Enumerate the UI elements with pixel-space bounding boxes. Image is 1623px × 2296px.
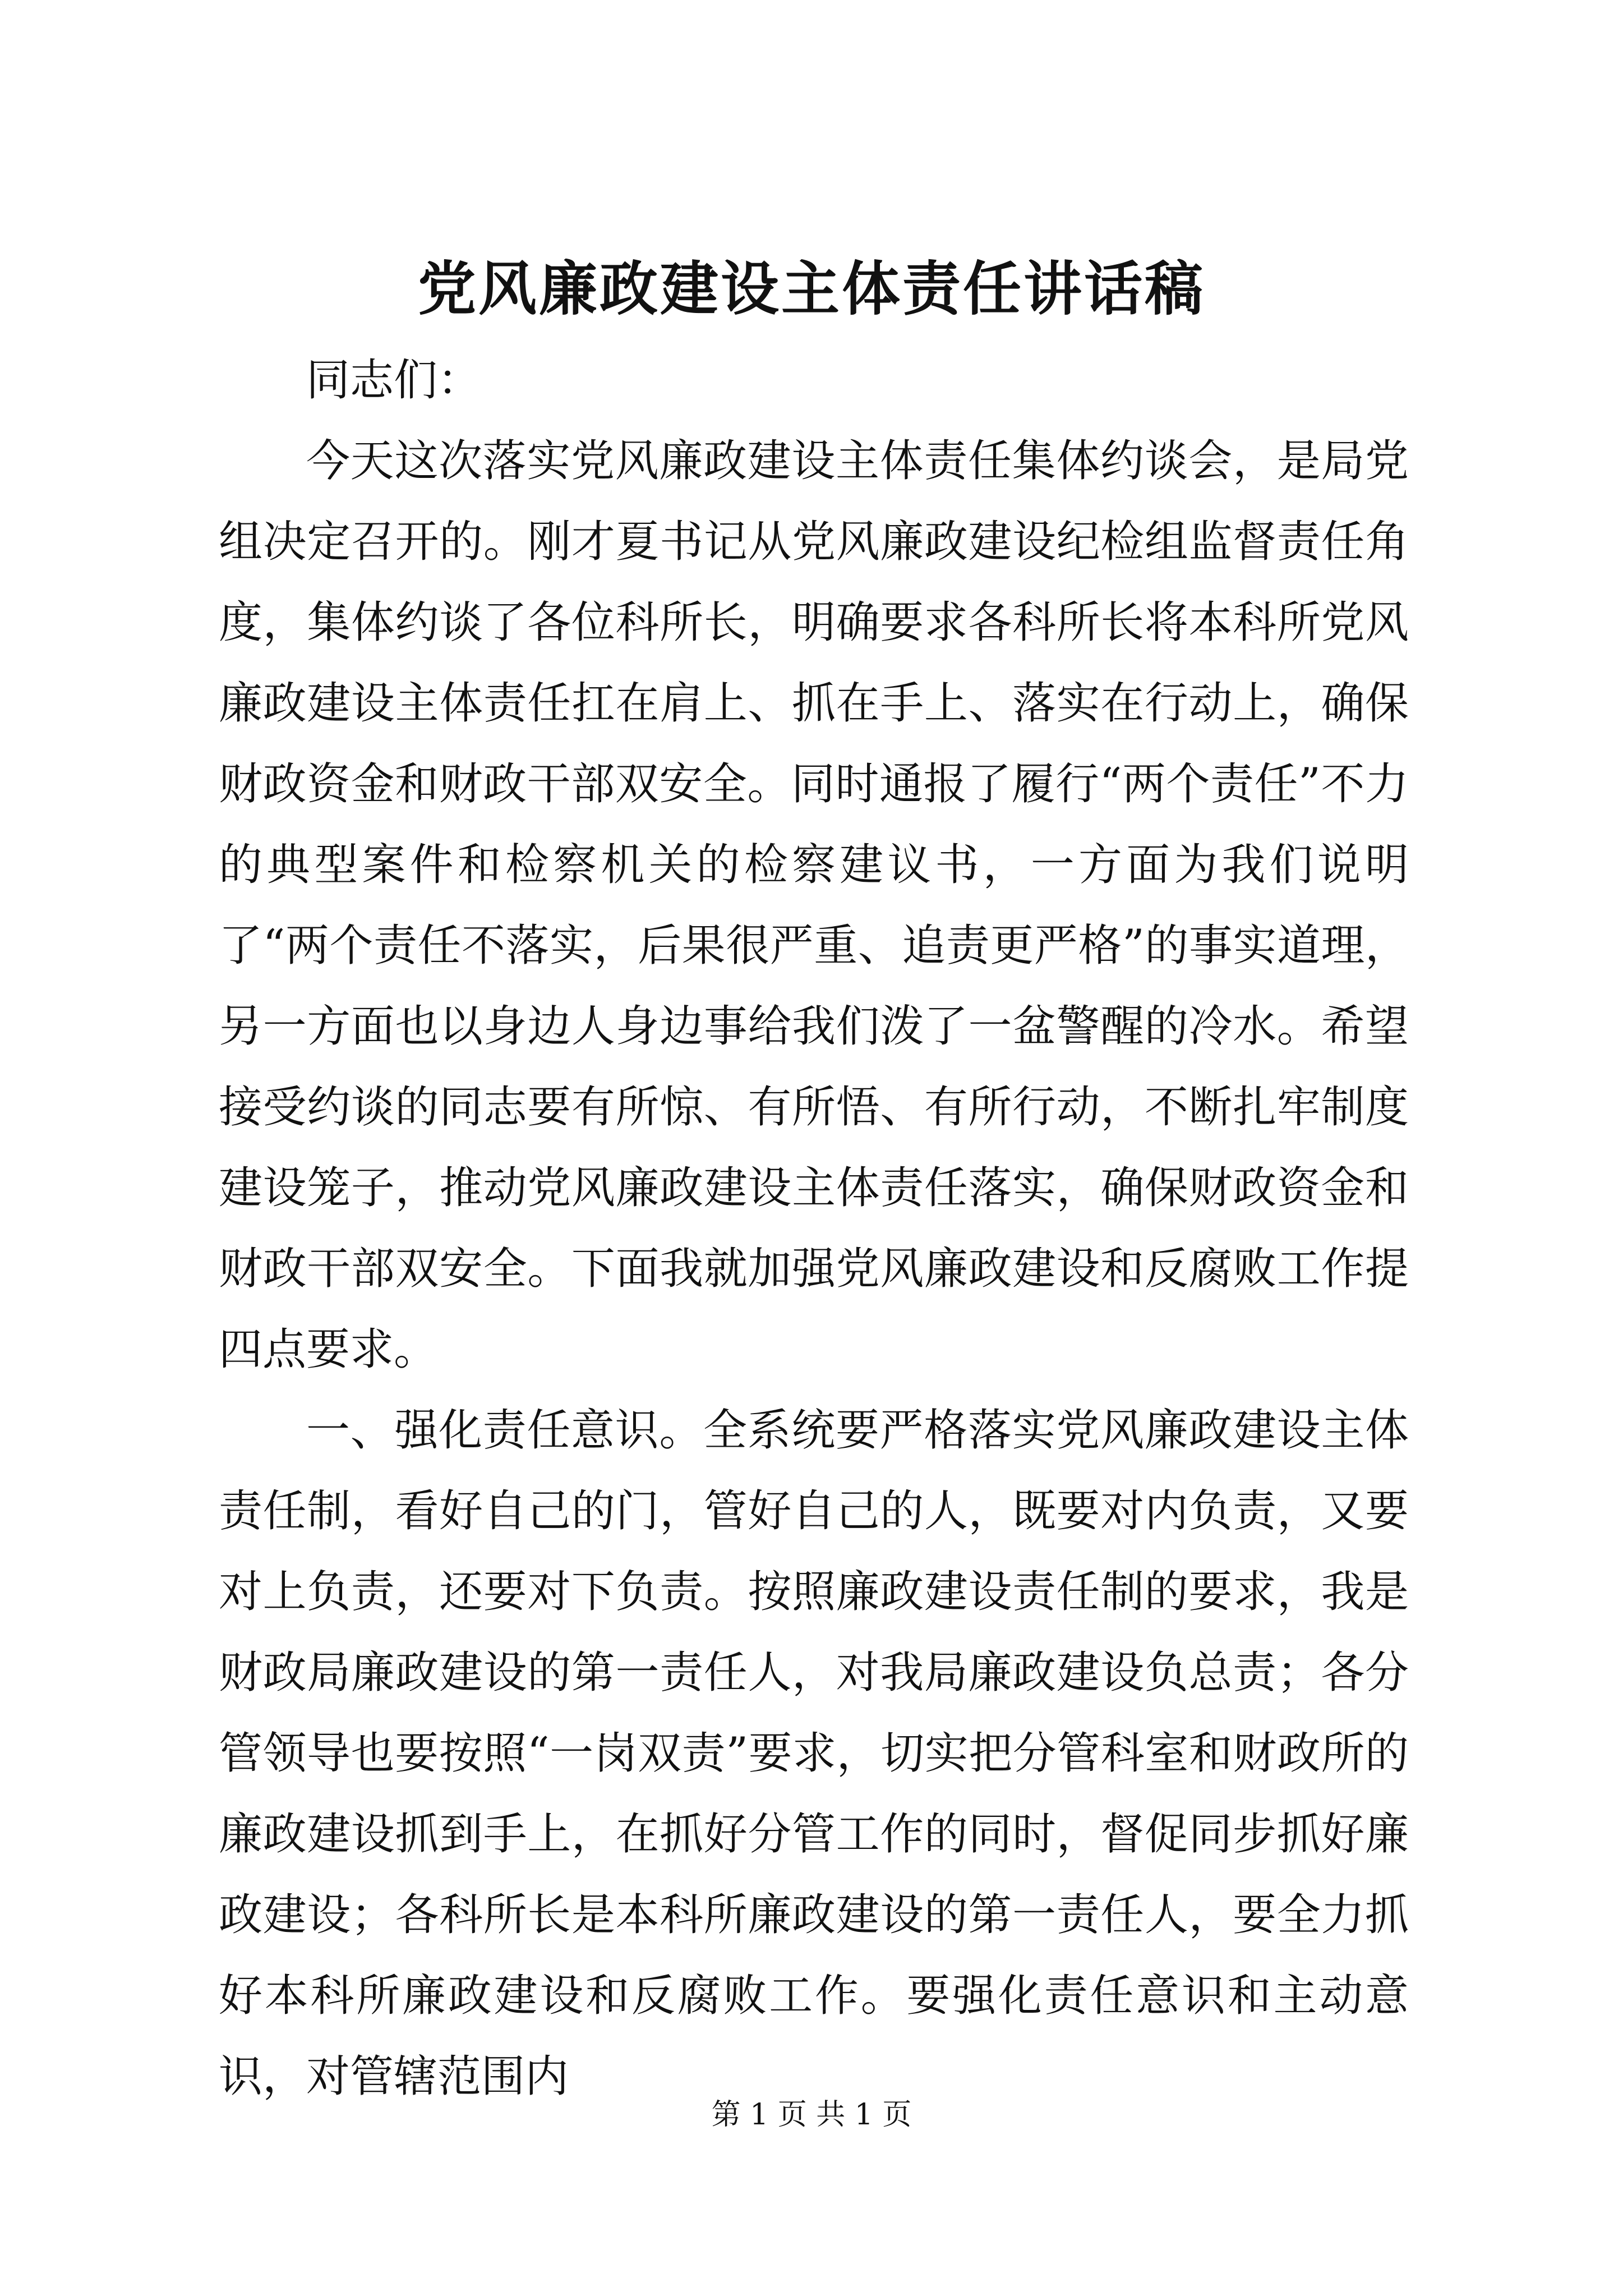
- document-body: [219, 340, 1409, 2117]
- intro-paragraph: 今天这次落实党风廉政建设主体责任集体约谈会，是局党组决定召开的。刚才夏书记从党风廉政建设纪检组监督责任角度，集体约谈了各位科所长，明确要求各科所长将本科所党风廉政建设主体责任扛在肩上、抓在手上、落实在行动上，确保财政资金和财政干部双安全。同时通报了履行“两个责任”不力的典型案件和检察机关的检察建议书，一方面为我们说明了“两个责任不落实，后果很严重、追责更严格”的事实道理，另一方面也以身边人身边事给我们泼了一盆警醒的冷水。希望接受约谈的同志要有所惊、有所悟、有所行动，不断扎牢制度建设笼子，推动党风廉政建设主体责任落实，确保财政资金和财政干部双安全。下面我就加强党风廉政建设和反腐败工作提四点要求。: [219, 436, 1409, 1375]
- greeting-paragraph: 同志们：: [306, 355, 482, 406]
- page-footer: 第 1 页 共 1 页: [711, 2098, 912, 2132]
- point-one-paragraph: 一、强化责任意识。全系统要严格落实党风廉政建设主体责任制，看好自己的门，管好自己的人，既要对内负责，又要对上负责，还要对下负责。按照廉政建设责任制的要求，我是财政局廉政建设的第一责任人，对我局廉政建设负总责；各分管领导也要按照“一岗双责”要求，切实把分管科室和财政所的廉政建设抓到手上，在抓好分管工作的同时，督促同步抓好廉政建设；各科所长是本科所廉政建设的第一责任人，要全力抓好本科所廉政建设和反腐败工作。要强化责任意识和主动意识，对管辖范围内: [219, 1405, 1409, 2102]
- document-title: 党风廉政建设主体责任讲话稿: [417, 254, 1205, 323]
